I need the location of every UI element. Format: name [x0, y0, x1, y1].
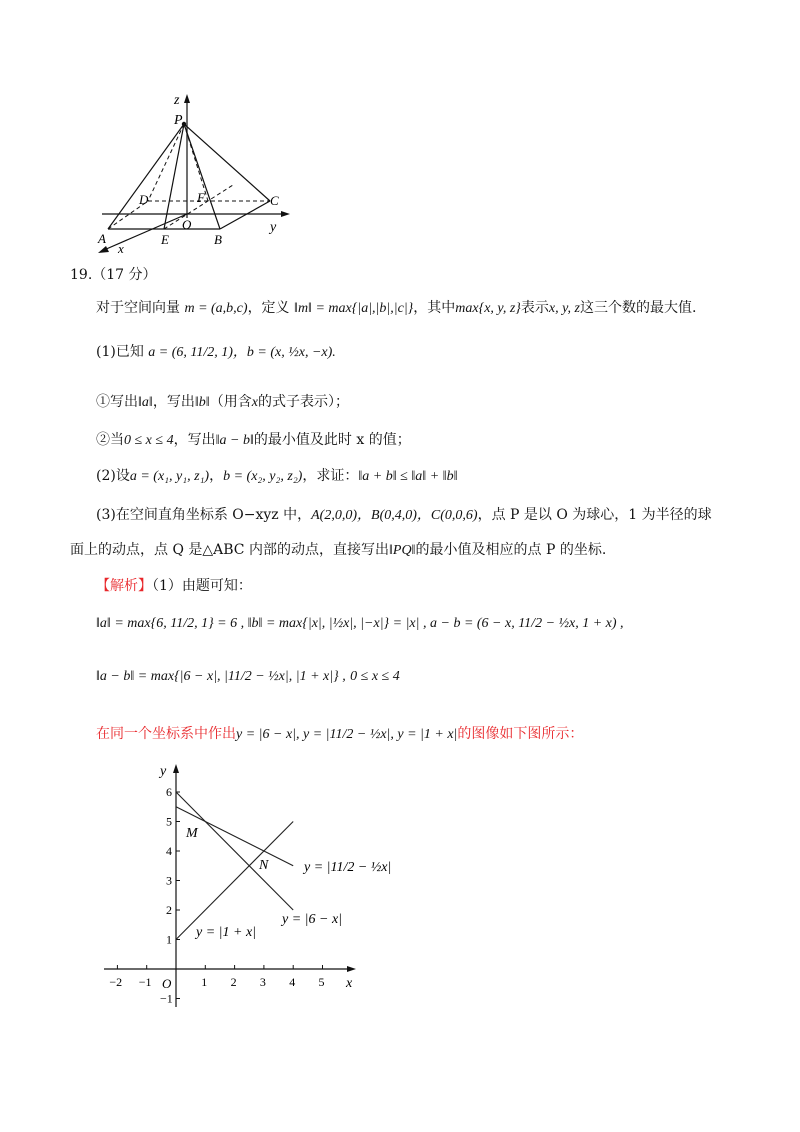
point-C: ，C(0,0,6) — [416, 508, 478, 523]
part2-inequality: ‖a + b‖ ≤ ‖a‖ + ‖b‖ — [358, 469, 458, 484]
graph-point-M: M — [186, 826, 198, 841]
part2-sep: ， — [209, 468, 224, 484]
part2-vector-a: a = (x₁, y₁, z₁) — [129, 469, 210, 484]
xyz-vars: x, y, z — [548, 301, 580, 316]
function-line — [176, 792, 293, 910]
solution-line2 — [96, 666, 400, 687]
func-label-3: y = |1 + x| — [196, 925, 257, 940]
y-tick-label: 5 — [166, 814, 172, 829]
intro-text-2: ，定义 — [247, 300, 290, 316]
x-tick-label: 5 — [318, 975, 325, 989]
solution-functions: y = |6 − x|, y = |11/2 − ½x|, y = |1 + x| — [236, 727, 458, 742]
label-C: C — [270, 193, 279, 208]
x-axis — [104, 214, 187, 250]
sub1-text: ①写出 — [96, 394, 138, 410]
intro-text-5: 这三个数的最大值. — [580, 300, 697, 316]
part3-line2 — [70, 540, 606, 561]
point-A: A(2,0,0) — [311, 508, 358, 523]
y-tick-label: 6 — [166, 785, 172, 799]
label-x: x — [118, 241, 124, 256]
y-tick-label: 3 — [166, 873, 172, 888]
part2-line — [96, 466, 458, 487]
y-tick-label: 4 — [166, 844, 172, 858]
norm-a: ‖a‖ — [138, 395, 153, 410]
problem-header — [70, 265, 157, 285]
graph-y-arrow — [173, 764, 179, 773]
graph-x-label: x — [346, 976, 353, 991]
solution-graph-intro: 在同一个坐标系中作出 — [96, 726, 236, 742]
label-z: z — [174, 93, 180, 108]
func-label-2: y = |6 − x| — [282, 912, 343, 927]
part1-sub1 — [96, 392, 349, 413]
label-O: O — [182, 217, 192, 232]
part2-vector-b: b = (x₂, y₂, z₂) — [223, 469, 303, 484]
sub1-text-4: 的式子表示）； — [257, 394, 349, 410]
m-definition: m = (a,b,c) — [184, 301, 248, 316]
graph-y-label: y — [160, 764, 167, 779]
y-tick-label: 2 — [166, 903, 172, 917]
sub2-text-3: 的最小值及此时 x 的值； — [253, 432, 411, 448]
norm-m-definition: ‖m‖ = max{|a|,|b|,|c|} — [294, 301, 414, 316]
y-arrow — [281, 211, 290, 217]
label-A: A — [98, 231, 106, 246]
part1-prefix: (1)已知 — [96, 344, 144, 360]
graph-origin: O — [162, 976, 172, 991]
solution-line3 — [96, 724, 583, 745]
part3-text-3: 面上的动点，点 Q 是△ABC 内部的动点，直接写出 — [70, 542, 389, 558]
norm-b: ‖b‖ — [194, 395, 210, 410]
point-B: ，B(0,4,0) — [357, 508, 417, 523]
sub2-text-2: ，写出 — [173, 432, 216, 448]
solution-graph-intro-2: 的图像如下图所示： — [457, 726, 584, 742]
label-F: F — [197, 190, 205, 205]
graph-point-N: N — [259, 858, 269, 873]
label-E: E — [161, 232, 169, 247]
part2-prefix: (2)设 — [96, 468, 130, 484]
vector-b: ，b = (x, ½x, −x). — [232, 345, 336, 360]
y-tick-label: −1 — [160, 991, 173, 1006]
label-B: B — [214, 232, 222, 247]
var-x: x — [251, 395, 258, 410]
intro-text-3: ，其中 — [413, 300, 456, 316]
sub1-text-2: ，写出 — [152, 394, 195, 410]
part2-text: ，求证： — [302, 468, 359, 484]
base-edge-BC — [220, 201, 270, 229]
intro-text: 对于空间向量 — [96, 300, 180, 316]
label-D: D — [139, 192, 149, 207]
x-tick-label: −2 — [109, 975, 123, 989]
x-tick-label: 1 — [201, 975, 208, 989]
edge-PE — [164, 124, 184, 229]
norm-a-minus-b-expression: ‖a − b‖ = max{|6 − x|, |11/2 − ½x|, |1 + x|} , — [96, 669, 346, 684]
vector-a: a = (6, 11/2, 1) — [148, 345, 233, 360]
problem-number: 19. — [70, 267, 93, 283]
label-y: y — [270, 220, 277, 235]
sub2-text: ②当 — [96, 432, 124, 448]
solution-header — [96, 576, 252, 596]
x-tick-label: 3 — [259, 975, 266, 989]
edge-PD — [148, 124, 184, 201]
x-tick-label: −1 — [138, 975, 152, 989]
part3-text: (3)在空间直角坐标系 O−xyz 中， — [96, 507, 312, 523]
solution-intro: （1）由题可知： — [152, 578, 252, 594]
norm-PQ: ‖PQ‖ — [388, 543, 416, 558]
max-xyz: max{x, y, z} — [455, 301, 521, 316]
x-range: 0 ≤ x ≤ 4 — [124, 433, 174, 448]
part1-sub2 — [96, 430, 411, 451]
solution-tag: 【解析】 — [96, 578, 152, 594]
x-tick-label: 2 — [230, 975, 237, 989]
part1-line — [96, 342, 336, 363]
z-arrow — [184, 94, 190, 103]
part3-text-2: ，点 P 是以 O 为球心，1 为半径的球 — [477, 507, 712, 523]
solution-range: 0 ≤ x ≤ 4 — [350, 669, 400, 684]
function-graph — [96, 755, 396, 1015]
part3-text-4: 的最小值及相应的点 P 的坐标. — [415, 542, 607, 558]
intro-text-4: 表示 — [520, 300, 549, 316]
graph-x-arrow — [347, 966, 356, 972]
problem-score: （17 分） — [92, 267, 157, 283]
sub1-text-3: （用含 — [209, 394, 252, 410]
part3-line1 — [96, 505, 712, 526]
y-tick-label: 1 — [166, 932, 172, 947]
norm-a-minus-b: ‖a − b‖ — [215, 433, 254, 448]
edge-PA — [108, 124, 184, 229]
x-tick-label: 4 — [289, 975, 296, 989]
label-P: P — [174, 113, 183, 128]
x-arrow — [98, 246, 109, 253]
func-label-1: y = |11/2 − ½x| — [304, 860, 392, 875]
pyramid-figure — [90, 88, 300, 260]
problem-intro — [96, 298, 696, 319]
solution-line1: ‖a‖ = max{6, 11/2, 1} = 6 , ‖b‖ = max{|x|, |½x|, |−x|} = |x| , a − b = (6 − x, 11/2 − ½x, 1 + x) , — [96, 616, 624, 631]
